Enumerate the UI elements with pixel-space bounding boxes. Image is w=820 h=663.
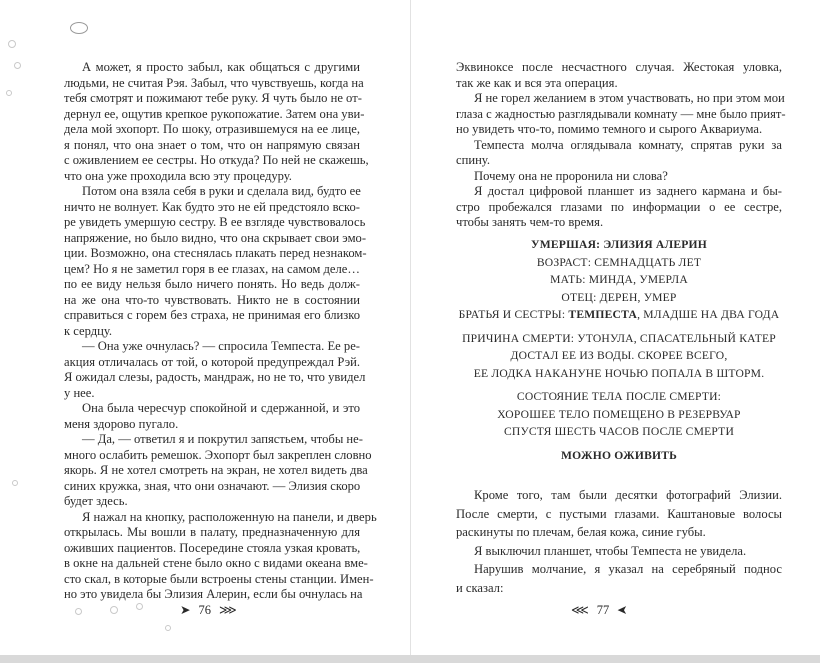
text-line: по ее виду нельзя было ничего понять. Но ведь долж-	[64, 277, 360, 291]
text-line: спину.	[456, 153, 490, 167]
page-number: 77	[596, 602, 610, 617]
text-line: Я нажал на кнопку, расположенную на панели, и дверь	[82, 509, 377, 524]
text-line: После смерти, с пустыми глазами. Каштановые волосы	[456, 506, 782, 521]
text-line: напряжение, но было видно, что она скрывает свои эмо-	[64, 230, 367, 245]
text-line: — Да, — ответил я и покрутил запястьем, чтобы не-	[82, 432, 363, 446]
text-line: синих кружка, зная, что они означают. — Элизия скоро	[64, 478, 361, 493]
fish-arrow-icon: ➤	[617, 603, 628, 617]
record-verdict: МОЖНО ОЖИВИТЬ	[560, 448, 678, 462]
record-title: УМЕРШАЯ: ЭЛИЗИЯ АЛЕРИН	[531, 238, 707, 251]
left-page	[0, 0, 410, 655]
text-line: Я достал цифровой планшет из заднего кармана и бы-	[474, 184, 782, 198]
text-line: акция отличалась от той, о которой предупреждал Рэй.	[64, 354, 360, 369]
text-line: но увидеть что-то, помимо темного и сырого Аквариума.	[456, 122, 763, 136]
text-line: ции. Возможно, она стеснялась плакать перед незнаком-	[64, 246, 367, 260]
text-line: я понял, что она знает о том, что он напрямую связан	[64, 137, 360, 152]
page-number-right	[571, 602, 628, 618]
text-line: в окне на дальней стене было окно с видами океана вме-	[64, 556, 368, 570]
text-line: с оживлением ее сестры. Но откуда? По ней не скажешь,	[64, 153, 369, 167]
text-line: открылась. Мы вошли в палату, предназначенную для	[64, 525, 360, 539]
record-age: ВОЗРАСТ: СЕМНАДЦАТЬ ЛЕТ	[536, 255, 702, 269]
text-line: — Она уже очнулась? — спросила Темпеста. Ее ре-	[82, 339, 360, 353]
record-mother: МАТЬ: МИНДА, УМЕРЛА	[550, 273, 688, 286]
viewer-bottom-edge	[0, 655, 820, 663]
text-line: дернул ее, ощутив крепкое рукопожатие. Затем она уви-	[64, 106, 365, 121]
text-line: людьми, не считая Рэя. Забыл, что чувствуешь, когда на	[64, 75, 364, 90]
record-condition-3: СПУСТЯ ШЕСТЬ ЧАСОВ ПОСЛЕ СМЕРТИ	[503, 425, 735, 438]
text-line: ре увидеть умершую сестру. В ее взгляде чувствовалось	[64, 215, 366, 229]
siblings-label: БРАТЬЯ И СЕСТРЫ:	[458, 308, 569, 321]
text-line: раскинуты по плечам, белая кожа, синие губы.	[456, 525, 706, 539]
text-line: якорь. Я не хотел смотреть на экран, не хотел видеть два	[64, 463, 368, 477]
text-line: Почему она не проронила ни слова?	[474, 168, 668, 183]
text-line: и сказал:	[456, 580, 504, 595]
text-line: Я выключил планшет, чтобы Темпеста не увидела.	[474, 543, 747, 558]
text-line: Я ожидал слезы, радость, мандраж, но не то, что увидел	[64, 370, 366, 384]
right-page	[410, 0, 820, 655]
page-number-left	[180, 602, 237, 618]
text-line: к сердцу.	[64, 323, 113, 338]
text-line: меня здорово пугало.	[64, 416, 179, 431]
text-line: чтобы занять чем-то время.	[456, 215, 604, 229]
record-cause-2: ДОСТАЛ ЕЕ ИЗ ВОДЫ. СКОРЕЕ ВСЕГО,	[510, 349, 728, 362]
text-line: Кроме того, там были десятки фотографий Элизии.	[474, 488, 782, 502]
text-line: Темпеста молча оглядывала комнату, спрятав руки за	[474, 137, 782, 152]
record-cause-1: ПРИЧИНА СМЕРТИ: УТОНУЛА, СПАСАТЕЛЬНЫЙ КАТЕР	[462, 331, 776, 345]
fish-skeleton-icon: ⋘	[571, 603, 589, 617]
text-line: у нее.	[64, 385, 95, 400]
left-page-text	[64, 60, 377, 603]
text-line: Я не горел желанием в этом участвовать, но при этом мои	[474, 91, 785, 105]
record-condition-2: ХОРОШЕЕ ТЕЛО ПОМЕЩЕНО В РЕЗЕРВУАР	[497, 407, 741, 421]
text-line: Нарушив молчание, я указал на серебряный поднос	[474, 562, 782, 576]
text-line: тебя смотрят и пожимают тебе руку. Я чуть было не от-	[64, 91, 362, 105]
text-line: ничто не волнует. Как будто это не ей предстояло вско-	[64, 199, 360, 214]
text-line: стро пробежался глазами по информации о ее сестре,	[456, 199, 782, 214]
text-line: справиться с горем без страха, не принимая его близко	[64, 308, 360, 322]
text-line: что она уже проходила всю эту процедуру.	[64, 168, 292, 183]
siblings-rest: , МЛАДШЕ НА ДВА ГОДА	[637, 308, 780, 321]
fish-skeleton-icon: ⋙	[218, 603, 237, 617]
text-line: цем? Но я не заметил горя в ее глазах, на самом деле…	[64, 261, 360, 276]
text-line: Она была чересчур спокойной и сдержанной, и это	[82, 401, 360, 415]
text-line: будет здесь.	[64, 494, 128, 508]
record-siblings	[456, 306, 782, 324]
text-line: Потом она взяла себя в руки и сделала вид, будто ее	[82, 184, 361, 198]
fish-arrow-icon: ➤	[180, 603, 191, 617]
text-line: сто скал, в которые были встроены стены станции. Имен-	[64, 571, 374, 586]
siblings-name: ТЕМПЕСТА	[568, 308, 638, 321]
text-line: но это увидела бы Элизия Алерин, если бы очнулась на	[64, 587, 363, 601]
text-line: много ослабить ремешок. Эхопорт был закреплен словно	[64, 447, 372, 462]
text-line: дела мой эхопорт. По шоку, отразившемуся на ее лице,	[64, 122, 360, 136]
record-father: ОТЕЦ: ДЕРЕН, УМЕР	[561, 290, 677, 304]
page-number: 76	[198, 602, 211, 617]
right-page-text-top	[456, 60, 786, 231]
text-line: оживших пациентов. Посередине стояла узкая кровать,	[64, 540, 361, 555]
text-line: на же она что-то чувствовать. Никто не в состоянии	[64, 292, 360, 307]
record-condition-1: СОСТОЯНИЕ ТЕЛА ПОСЛЕ СМЕРТИ:	[516, 390, 722, 403]
text-line: глаза с жадностью разглядывали комнату — мне было прият-	[456, 106, 786, 121]
right-page-text-bottom	[456, 486, 782, 597]
text-line: А может, я просто забыл, как общаться с другими	[82, 60, 360, 74]
record-cause-3: ЕЕ ЛОДКА НАКАНУНЕ НОЧЬЮ ПОПАЛА В ШТОРМ.	[473, 366, 765, 380]
deceased-record	[456, 236, 782, 464]
text-line: так же как и вся эта операция.	[456, 75, 618, 90]
text-line: Эквиноксе после несчастного случая. Жестокая уловка,	[456, 60, 782, 74]
